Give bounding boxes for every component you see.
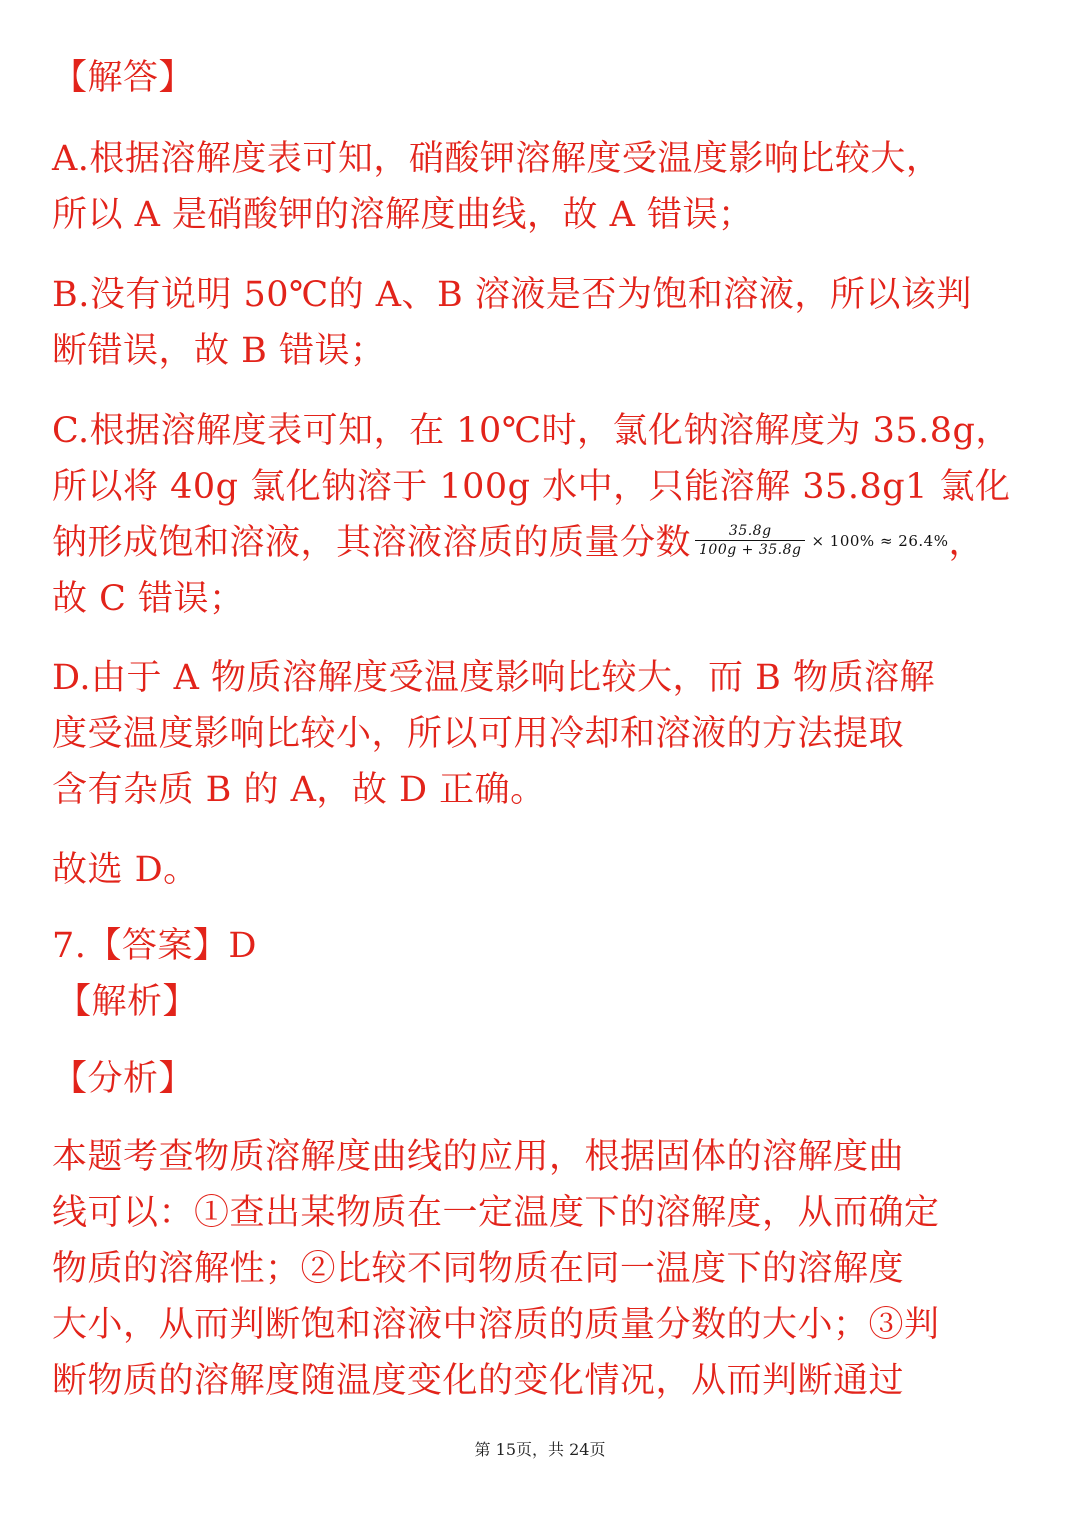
question-7-answer-text: 7.【答案】D bbox=[52, 926, 257, 966]
option-c-line-3-end: ， bbox=[948, 523, 984, 563]
option-c-line-1: C.根据溶解度表可知，在 10℃时，氯化钠溶解度为 35.8g， bbox=[52, 411, 1011, 451]
analysis-heading bbox=[56, 974, 1046, 1030]
page-footer: 第 15页，共 24页 bbox=[474, 1440, 606, 1459]
option-d-line-2: 度受温度影响比较小，所以可用冷却和溶液的方法提取 bbox=[52, 714, 905, 754]
option-d-line-3: 含有杂质 B 的 A，故 D 正确。 bbox=[52, 770, 546, 810]
option-b-line-2: 断错误，故 B 错误； bbox=[52, 331, 386, 371]
option-c-paragraph bbox=[52, 403, 1042, 627]
mass-fraction-formula bbox=[695, 522, 805, 559]
option-b-paragraph bbox=[52, 267, 1042, 379]
option-b-line-1: B.没有说明 50℃的 A、B 溶液是否为饱和溶液，所以该判 bbox=[52, 275, 972, 315]
option-c-line-3-text: 钠形成饱和溶液，其溶液溶质的质量分数 bbox=[52, 523, 692, 563]
conclusion-paragraph bbox=[52, 842, 1042, 898]
conclusion-text: 故选 D。 bbox=[52, 850, 199, 890]
analysis-body-line-5: 断物质的溶解度随温度变化的变化情况，从而判断通过 bbox=[52, 1361, 905, 1401]
option-c-line-2: 所以将 40g 氯化钠溶于 100g 水中，只能溶解 35.8g1 氯化 bbox=[52, 467, 1011, 507]
fenxi-heading bbox=[52, 1051, 1042, 1107]
analysis-body bbox=[52, 1129, 1042, 1409]
analysis-heading-text: 【解析】 bbox=[56, 982, 199, 1022]
option-d-line-1: D.由于 A 物质溶解度受温度影响比较大，而 B 物质溶解 bbox=[52, 658, 935, 698]
option-c-line-3 bbox=[52, 515, 1042, 571]
fraction-tail: × 100% ≈ 26.4% bbox=[811, 531, 949, 550]
option-a-line-1: A.根据溶解度表可知，硝酸钾溶解度受温度影响比较大， bbox=[52, 139, 942, 179]
analysis-body-line-3: 物质的溶解性；②比较不同物质在同一温度下的溶解度 bbox=[52, 1249, 905, 1289]
option-c-line-4: 故 C 错误； bbox=[52, 579, 245, 619]
question-7-answer bbox=[52, 918, 1042, 974]
answer-heading bbox=[52, 50, 1042, 106]
analysis-body-line-1: 本题考查物质溶解度曲线的应用，根据固体的溶解度曲 bbox=[52, 1137, 905, 1177]
answer-heading-text: 【解答】 bbox=[52, 58, 195, 98]
analysis-body-line-4: 大小，从而判断饱和溶液中溶质的质量分数的大小；③判 bbox=[52, 1305, 940, 1345]
fenxi-heading-text: 【分析】 bbox=[52, 1059, 195, 1099]
option-a-line-2: 所以 A 是硝酸钾的溶解度曲线，故 A 错误； bbox=[52, 195, 754, 235]
option-d-paragraph bbox=[52, 650, 1042, 818]
fraction-numerator: 35.8g bbox=[728, 523, 772, 539]
option-a-paragraph bbox=[52, 131, 1042, 243]
fraction-denominator: 100g + 35.8g bbox=[699, 542, 802, 558]
analysis-body-line-2: 线可以：①查出某物质在一定温度下的溶解度，从而确定 bbox=[52, 1193, 940, 1233]
